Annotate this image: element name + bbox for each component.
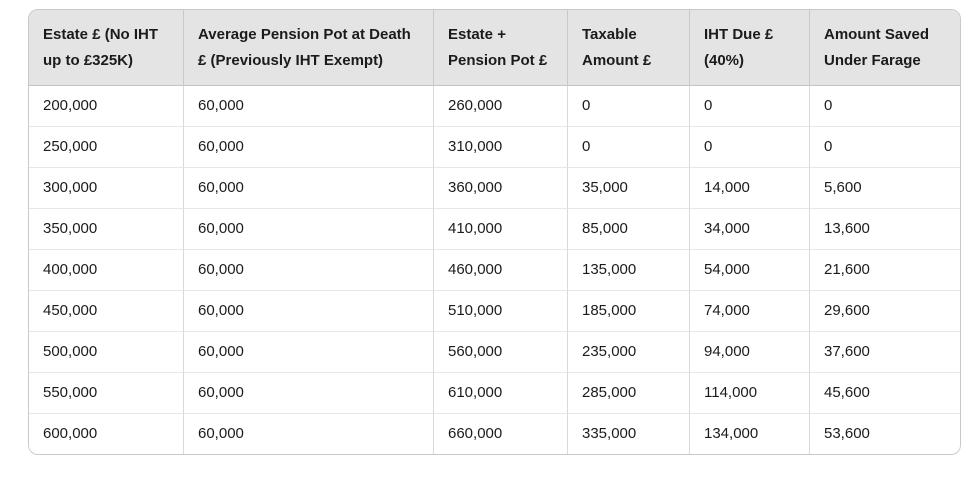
table-cell: 135,000 — [567, 249, 689, 290]
table-cell: 510,000 — [433, 290, 567, 331]
table-cell: 460,000 — [433, 249, 567, 290]
column-header-pension-pot: Average Pension Pot at Death £ (Previously IHT Exempt) — [183, 10, 433, 86]
column-header-estate-plus-pension: Estate + Pension Pot £ — [433, 10, 567, 86]
table-cell: 37,600 — [809, 331, 961, 372]
table-cell: 0 — [567, 86, 689, 126]
table-body — [29, 86, 961, 454]
table-cell: 600,000 — [29, 413, 183, 454]
table-cell: 114,000 — [689, 372, 809, 413]
table-cell: 660,000 — [433, 413, 567, 454]
table-cell: 235,000 — [567, 331, 689, 372]
table-cell: 60,000 — [183, 331, 433, 372]
table-cell: 60,000 — [183, 167, 433, 208]
table-cell: 60,000 — [183, 86, 433, 126]
table-cell: 53,600 — [809, 413, 961, 454]
table-cell: 260,000 — [433, 86, 567, 126]
table-row — [29, 331, 961, 372]
table-cell: 610,000 — [433, 372, 567, 413]
table-cell: 34,000 — [689, 208, 809, 249]
table-cell: 550,000 — [29, 372, 183, 413]
table-cell: 45,600 — [809, 372, 961, 413]
iht-estate-table — [29, 10, 961, 454]
iht-estate-table-container — [28, 9, 961, 455]
table-cell: 29,600 — [809, 290, 961, 331]
table-cell: 60,000 — [183, 249, 433, 290]
table-cell: 0 — [567, 126, 689, 167]
table-cell: 250,000 — [29, 126, 183, 167]
table-row — [29, 413, 961, 454]
table-cell: 60,000 — [183, 126, 433, 167]
table-cell: 560,000 — [433, 331, 567, 372]
table-cell: 60,000 — [183, 208, 433, 249]
table-cell: 200,000 — [29, 86, 183, 126]
table-row — [29, 167, 961, 208]
table-cell: 0 — [809, 86, 961, 126]
table-cell: 300,000 — [29, 167, 183, 208]
table-row — [29, 208, 961, 249]
table-cell: 5,600 — [809, 167, 961, 208]
table-cell: 134,000 — [689, 413, 809, 454]
table-cell: 450,000 — [29, 290, 183, 331]
table-cell: 35,000 — [567, 167, 689, 208]
table-cell: 410,000 — [433, 208, 567, 249]
table-row — [29, 249, 961, 290]
table-row — [29, 372, 961, 413]
table-cell: 350,000 — [29, 208, 183, 249]
table-cell: 60,000 — [183, 372, 433, 413]
table-cell: 310,000 — [433, 126, 567, 167]
table-cell: 285,000 — [567, 372, 689, 413]
table-header — [29, 10, 961, 86]
header-row — [29, 10, 961, 86]
table-cell: 360,000 — [433, 167, 567, 208]
table-row — [29, 290, 961, 331]
table-cell: 335,000 — [567, 413, 689, 454]
table-cell: 0 — [689, 86, 809, 126]
table-cell: 60,000 — [183, 413, 433, 454]
table-cell: 13,600 — [809, 208, 961, 249]
table-cell: 14,000 — [689, 167, 809, 208]
table-cell: 21,600 — [809, 249, 961, 290]
table-cell: 185,000 — [567, 290, 689, 331]
column-header-taxable-amount: Taxable Amount £ — [567, 10, 689, 86]
table-row — [29, 126, 961, 167]
table-cell: 0 — [689, 126, 809, 167]
table-cell: 400,000 — [29, 249, 183, 290]
table-cell: 0 — [809, 126, 961, 167]
table-cell: 94,000 — [689, 331, 809, 372]
table-row — [29, 86, 961, 126]
table-cell: 54,000 — [689, 249, 809, 290]
column-header-iht-due: IHT Due £ (40%) — [689, 10, 809, 86]
column-header-amount-saved: Amount Saved Under Farage — [809, 10, 961, 86]
table-cell: 60,000 — [183, 290, 433, 331]
table-cell: 85,000 — [567, 208, 689, 249]
table-cell: 74,000 — [689, 290, 809, 331]
table-cell: 500,000 — [29, 331, 183, 372]
column-header-estate: Estate £ (No IHT up to £325K) — [29, 10, 183, 86]
